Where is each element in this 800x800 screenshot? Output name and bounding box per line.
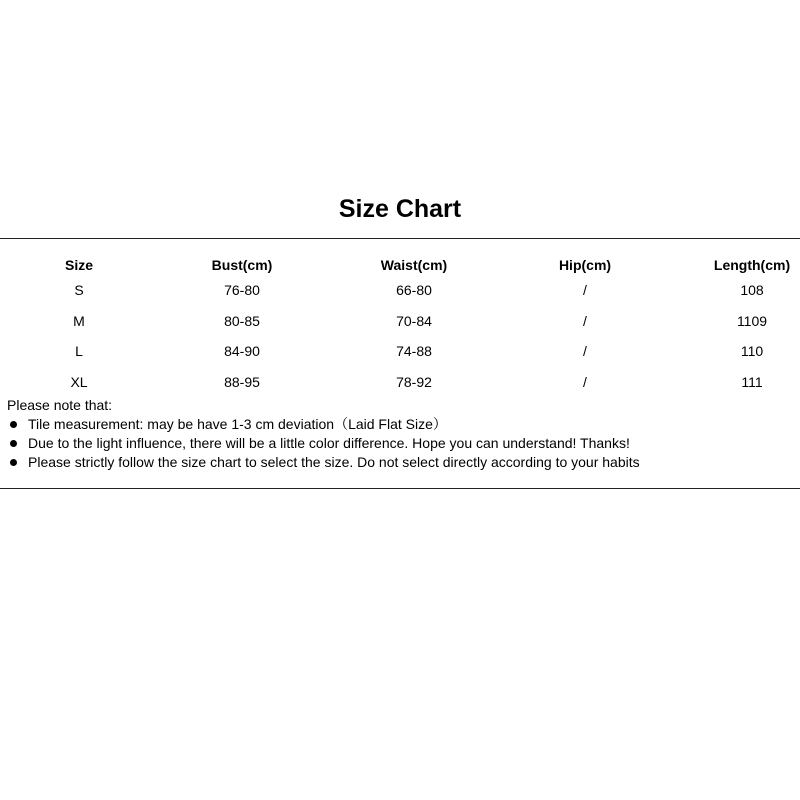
table-cell-waist: 66-80 xyxy=(396,282,432,298)
table-cell-bust: 84-90 xyxy=(224,343,260,359)
table-cell-bust: 88-95 xyxy=(224,374,260,390)
column-header-waist: Waist(cm) xyxy=(380,257,448,273)
column-header-size: Size xyxy=(64,257,93,273)
table-cell-length: 108 xyxy=(740,282,764,298)
note-text: Please strictly follow the size chart to select the size. Do not select directly according to your habits xyxy=(28,454,640,470)
table-cell-length: 110 xyxy=(740,343,764,359)
table-cell-waist: 70-84 xyxy=(396,313,432,329)
table-cell-waist: 78-92 xyxy=(396,374,432,390)
table-cell-waist: 74-88 xyxy=(396,343,432,359)
note-text: Tile measurement: may be have 1-3 cm deviation（Laid Flat Size） xyxy=(28,416,447,432)
table-cell-size: S xyxy=(74,282,84,298)
table-cell-bust: 76-80 xyxy=(224,282,260,298)
bullet-icon xyxy=(10,421,17,428)
column-header-hip: Hip(cm) xyxy=(558,257,612,273)
notes-intro: Please note that: xyxy=(7,397,113,413)
list-item xyxy=(7,434,640,453)
table-cell-length: 111 xyxy=(741,374,763,390)
column-header-length: Length(cm) xyxy=(713,257,791,273)
table-cell-hip: / xyxy=(583,374,587,390)
table-cell-hip: / xyxy=(583,343,587,359)
table-cell-length: 1109 xyxy=(736,313,768,329)
table-cell-hip: / xyxy=(583,313,587,329)
bullet-icon xyxy=(10,440,17,447)
notes-section xyxy=(7,396,640,472)
table-cell-hip: / xyxy=(583,282,587,298)
top-divider xyxy=(0,238,800,239)
bottom-divider xyxy=(0,488,800,489)
table-cell-size: XL xyxy=(70,374,88,390)
table-cell-size: L xyxy=(75,343,83,359)
page-title: Size Chart xyxy=(338,195,462,223)
table-cell-size: M xyxy=(73,313,85,329)
list-item xyxy=(7,453,640,472)
table-cell-bust: 80-85 xyxy=(224,313,260,329)
notes-list xyxy=(7,415,640,472)
bullet-icon xyxy=(10,459,17,466)
list-item xyxy=(7,415,640,434)
note-text: Due to the light influence, there will be a little color difference. Hope you can understand! Thanks! xyxy=(28,435,630,451)
column-header-bust: Bust(cm) xyxy=(211,257,273,273)
